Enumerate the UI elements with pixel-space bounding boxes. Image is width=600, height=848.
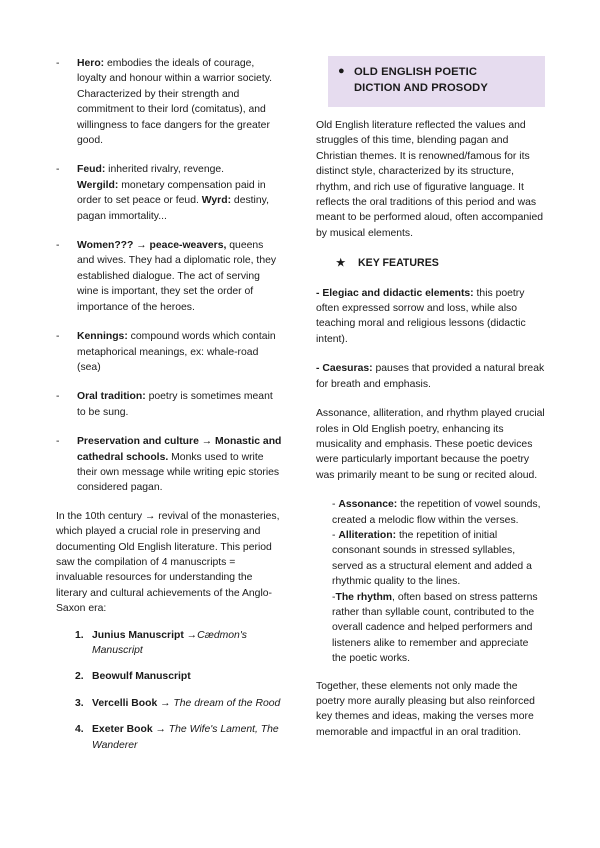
device-term: The rhythm <box>335 591 393 603</box>
wergild-term: Wergild: <box>77 179 119 191</box>
caesuras-term: - Caesuras: <box>316 363 373 375</box>
list-number: 1. <box>75 629 84 641</box>
bullet-dash: - <box>56 436 60 448</box>
device-text: the repetition of initial consonant sounds in stressed syllables, served as a structural element and added a rhythmic quality to the lines. <box>332 529 532 588</box>
caesuras-paragraph <box>316 361 545 392</box>
kennings-text: compound words which contain metaphorical meanings, ex: whale-road (sea) <box>77 331 276 373</box>
device-prefix: - <box>332 499 339 511</box>
bullet-hero <box>56 56 282 148</box>
elegiac-paragraph <box>316 286 545 348</box>
bullet-women <box>56 238 282 315</box>
hero-term: Hero: <box>77 58 105 69</box>
list-number: 4. <box>75 724 84 736</box>
feud-text: inherited rivalry, revenge. <box>105 164 225 176</box>
manuscript-title: Exeter Book → <box>92 724 166 736</box>
wyrd-term: Wyrd: <box>201 195 232 207</box>
manuscript-title: Beowulf Manuscript <box>92 671 191 683</box>
manuscript-title: Junius Manuscript → <box>92 629 198 641</box>
bullet-preservation <box>56 434 282 496</box>
kennings-term: Kennings: <box>77 331 128 343</box>
heading-line-2: DICTION AND PROSODY <box>354 82 488 94</box>
section-heading <box>354 64 535 96</box>
caesuras-text: pauses that provided a natural break for breath and emphasis. <box>316 363 545 390</box>
elegiac-text: this poetry often expressed sorrow and loss, while also teaching moral and religious lessons (didactic intent). <box>316 287 526 345</box>
preservation-term: Preservation and culture → Monastic and cathedral schools. <box>77 436 282 463</box>
assonance-paragraph: Assonance, alliteration, and rhythm played crucial roles in Old English poetry, enhancing its musicality and emphasis. These poetic devices were particularly important because the poetry was primarily meant to be sung or recited aloud. <box>316 408 545 481</box>
manuscript-title: Vercelli Book → <box>92 697 171 709</box>
manuscript-subtitle: The Wife's Lament, The Wanderer <box>92 724 279 751</box>
device-prefix: - <box>332 529 339 541</box>
right-column <box>316 0 545 740</box>
wergild-text: monetary compensation paid in order to set peace or feud. <box>77 179 266 207</box>
bullet-kennings <box>56 329 282 375</box>
conclusion-paragraph: Together, these elements not only made the poetry more aurally pleasing but also reinforced key themes and ideas, making the verses more memorable and impactful in an oral tradition. <box>316 680 535 738</box>
bullet-dash: - <box>56 391 60 403</box>
bullet-oral-tradition <box>56 389 282 420</box>
manuscript-item <box>56 669 282 684</box>
bullet-dot-icon: ● <box>338 65 345 77</box>
bullet-dash: - <box>56 58 60 69</box>
hero-text: embodies the ideals of courage, loyalty and honour within a warrior society. Characterized by their strength and commitment to their lord (comitatus), and willingness to face dangers for the greater good. <box>77 58 273 147</box>
heading-line-1: OLD ENGLISH POETIC <box>354 66 478 78</box>
device-text: , often based on stress patterns rather than syllable count, contributed to the overall cadence and helped performers and listeners alike to remember and appreciate the poetic works. <box>332 591 538 665</box>
elegiac-term: - Elegiac and didactic elements: <box>316 287 474 299</box>
device-prefix: - <box>332 591 336 603</box>
preservation-text: Monks used to write their own message while writing epic stories considered pagan. <box>77 451 280 494</box>
list-number: 3. <box>75 697 84 709</box>
wyrd-text: destiny, pagan immortality... <box>77 195 269 222</box>
device-alliteration <box>332 528 545 590</box>
oral-term: Oral tradition: <box>77 391 146 403</box>
bullet-dash: - <box>56 331 60 343</box>
manuscript-item <box>56 722 282 753</box>
device-text: the repetition of vowel sounds, created a melodic flow within the verses. <box>332 499 541 526</box>
left-column <box>56 0 282 753</box>
bullet-dash: - <box>56 240 60 252</box>
manuscript-subtitle: The dream of the Rood <box>170 697 281 709</box>
device-term: Alliteration: <box>338 529 397 541</box>
women-text: queens and wives. They had a diplomatic role, they established dialogue. The act of serving wine is important, they set the order of importance of the heroes. <box>77 240 277 313</box>
bullet-dash: - <box>56 164 60 176</box>
device-assonance <box>332 497 545 528</box>
star-icon: ★ <box>336 257 346 270</box>
women-term: Women??? → peace-weavers, <box>77 240 227 252</box>
intro-paragraph: Old English literature reflected the values and struggles of this time, blending pagan and Christian themes. It is renowned/famous for its distinct style, characterized by its structure, rhythm, and rich use of figurative language. It reflects the oral traditions of this period and was meant to be performed aloud, often accompanied by musical elements. <box>316 120 544 239</box>
oral-text: poetry is sometimes meant to be sung. <box>77 391 273 418</box>
manuscript-item <box>56 696 282 711</box>
key-features-heading <box>316 256 545 271</box>
device-rhythm <box>332 590 545 667</box>
section-heading-box <box>328 56 545 107</box>
manuscript-subtitle: Cædmon's Manuscript <box>92 629 247 656</box>
list-number: 2. <box>75 671 84 683</box>
bullet-feud <box>56 162 282 224</box>
revival-paragraph: In the 10th century → revival of the monasteries, which played a crucial role in preserving and documenting Old English literature. This period saw the compilation of 4 manuscripts = invaluable resources for understanding the literary and cultural achievements of the Anglo-Saxon era: <box>56 510 280 615</box>
device-term: Assonance: <box>338 499 398 511</box>
poetic-devices-list <box>316 497 545 666</box>
feud-term: Feud: <box>77 164 106 176</box>
manuscript-item <box>56 628 282 659</box>
key-features-label: KEY FEATURES <box>358 257 439 270</box>
